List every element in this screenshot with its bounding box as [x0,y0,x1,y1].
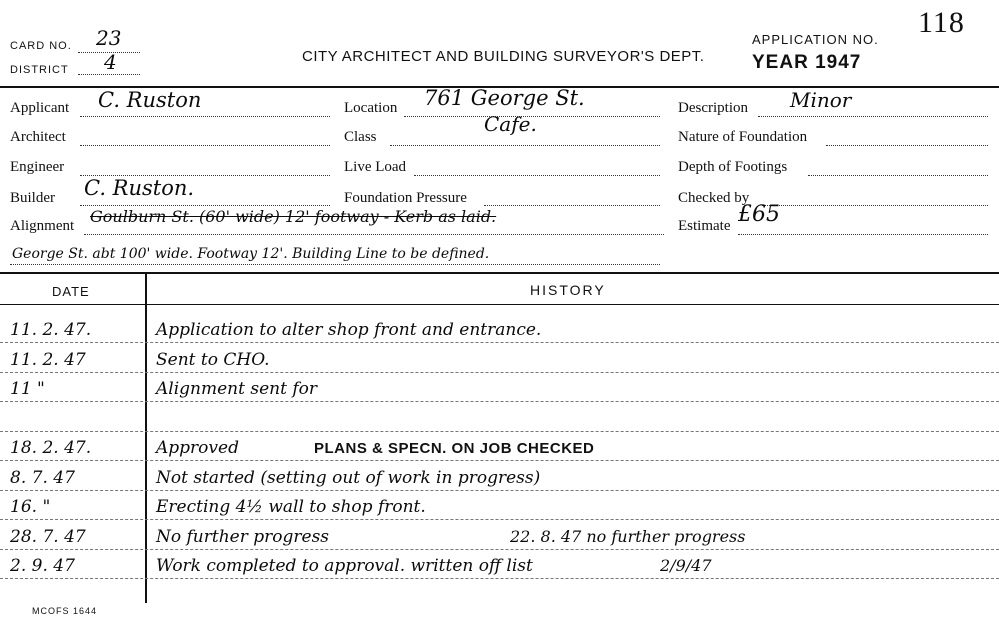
table-top-rule [0,272,999,274]
description-value: Minor [790,88,852,112]
row-date: 11 " [10,379,45,399]
nature-of-foundation-label: Nature of Foundation [678,129,808,145]
district-value: 4 [104,50,117,74]
table-row-line [0,372,999,373]
class-label: Class [344,129,377,145]
row-date: 16. " [10,497,51,517]
row-extra-note: 2/9/47 [660,556,712,575]
foundation-pressure-line [484,205,660,206]
approval-stamp: PLANS & SPECN. ON JOB CHECKED [314,440,595,457]
table-row-line [0,342,999,343]
row-entry: Sent to CHO. [156,349,270,370]
application-label: APPLICATION NO. [752,32,879,47]
architect-line [80,145,330,146]
card-no-label: CARD NO. [10,40,72,52]
alignment-note: George St. abt 100' wide. Footway 12'. Building Line to be defined. [12,246,490,262]
table-row-line [0,460,999,461]
row-extra-note: 22. 8. 47 no further progress [510,526,746,546]
dept-title: CITY ARCHITECT AND BUILDING SURVEYOR'S DEPT. [302,48,705,65]
estimate-value: £65 [738,202,780,227]
foundation-pressure-label: Foundation Pressure [344,190,467,206]
district-label: DISTRICT [10,64,69,76]
row-entry: Application to alter shop front and entrance. [156,320,542,340]
applicant-value: C. Ruston [98,88,202,112]
table-row-line [0,401,999,402]
table-row-line [0,549,999,550]
alignment-note-line [10,264,660,265]
nature-of-foundation-line [826,145,988,146]
row-entry: Approved [156,438,239,458]
row-date: 28. 7. 47 [10,526,86,547]
row-entry: Alignment sent for [156,379,317,399]
row-date: 8. 7. 47 [10,467,75,488]
row-date: 11. 2. 47 [10,349,86,370]
row-entry: Work completed to approval. written off list [156,556,533,576]
live-load-label: Live Load [344,159,407,175]
checked-by-label: Checked by [678,190,750,206]
year-label: YEAR 1947 [752,52,862,73]
live-load-line [414,175,660,176]
table-row-line [0,490,999,491]
column-divider [145,273,147,603]
depth-of-footings-label: Depth of Footings [678,159,788,175]
engineer-label: Engineer [10,159,65,175]
table-row-line [0,578,999,579]
description-line [758,116,988,117]
history-header: HISTORY [530,282,606,298]
location-label: Location [344,100,398,116]
table-header-rule [0,304,999,305]
depth-of-footings-line [808,175,988,176]
builder-line [80,205,330,206]
class-value: Cafe. [484,112,537,136]
architect-label: Architect [10,129,66,145]
date-header: DATE [52,284,90,299]
alignment-value: Goulburn St. (60' wide) 12' footway - Kerb as laid. [90,207,497,226]
card-no-value: 23 [96,26,122,50]
row-entry: No further progress [156,526,330,547]
application-number: 118 [918,6,965,39]
alignment-line [84,234,664,235]
checked-by-line [762,205,988,206]
applicant-line [80,116,330,117]
description-label: Description [678,100,748,116]
applicant-label: Applicant [10,100,70,116]
table-row-line [0,431,999,432]
row-date: 18. 2. 47. [10,438,92,458]
row-entry: Not started (setting out of work in progress) [156,467,541,488]
alignment-label: Alignment [10,218,75,234]
table-row-line [0,519,999,520]
location-value: 761 George St. [424,86,585,110]
row-entry: Erecting 4½ wall to shop front. [156,497,426,517]
row-date: 2. 9. 47 [10,556,75,576]
district-line [78,74,140,75]
row-date: 11. 2. 47. [10,320,92,340]
estimate-label: Estimate [678,218,731,234]
class-line [390,145,660,146]
builder-label: Builder [10,190,55,206]
estimate-line [738,234,988,235]
builder-value: C. Ruston. [84,176,195,200]
form-code: MCOFS 1644 [32,606,98,616]
